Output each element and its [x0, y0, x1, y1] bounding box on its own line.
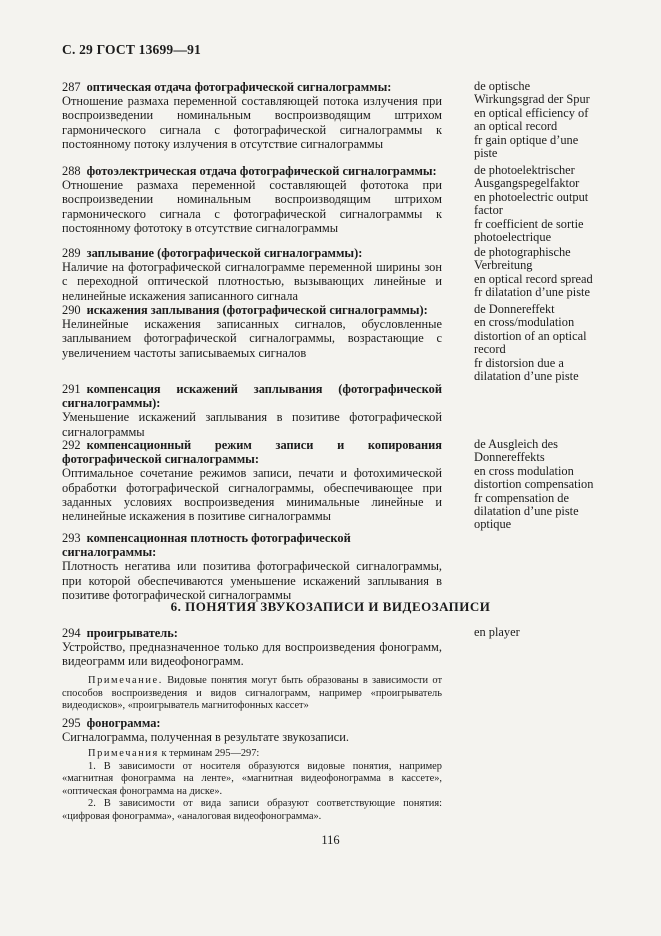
term-entry-287 [62, 80, 442, 151]
equivalent-line: de Ausgleich des [474, 437, 558, 451]
equivalent-line: de photoelektrischer [474, 163, 575, 177]
term-definition: Сигналограмма, полученная в результате звукозаписи. [62, 730, 350, 745]
term-number: 292 [62, 438, 81, 452]
notes-heading [62, 748, 442, 761]
term-number: 293 [62, 531, 81, 545]
section-title: 6. ПОНЯТИЯ ЗВУКОЗАПИСИ И ВИДЕОЗАПИСИ [170, 599, 491, 614]
equivalent-line: optique [474, 517, 512, 532]
term-definition: Оптимальное сочетание режимов записи, печати и фотохимической обработки фотографической сигналограммы, обеспечивающее при заданных условиях воспроизведения минимальные линейные и нелинейные искажения в позитиве сигналограммы [62, 466, 442, 524]
note-item-1: 1. В зависимости от носителя образуются видовые понятия, например «магнитная фонограмма на ленте», «магнитная видеофонограмма в кассете», «оптическая фонограмма на диске». [62, 760, 442, 797]
foreign-equivalents-287 [474, 80, 604, 160]
term-entry-294 [62, 626, 442, 669]
term-heading [62, 164, 442, 178]
equivalent-line: de optische [474, 79, 531, 93]
equivalent-line: fr dilatation d’une piste [474, 285, 590, 300]
term-heading [62, 531, 442, 559]
term-heading [62, 80, 442, 94]
equivalent-line: fr distorsion due a [474, 355, 564, 370]
equivalent-line: de photographische [474, 245, 571, 259]
equivalent-line: record [474, 342, 506, 357]
term-heading [62, 716, 442, 730]
foreign-equivalents-289 [474, 246, 604, 300]
term-title: оптическая отдача фотографической сигналограммы: [86, 80, 392, 94]
term-number: 287 [62, 80, 81, 94]
equivalent-line: Verbreitung [474, 258, 533, 273]
equivalent-line: Ausgangspegelfaktor [474, 176, 580, 191]
equivalent-line: distortion of an optical [474, 328, 587, 343]
notes-295-297 [62, 748, 442, 824]
term-definition: Плотность негатива или позитива фотографической сигналограммы, при которой обеспечиваются уменьшение искажений заплывания в позитиве фотографической сигналограммы [62, 559, 442, 602]
term-heading [62, 626, 442, 640]
term-entry-290 [62, 303, 442, 360]
term-title: заплывание (фотографической сигналограммы): [86, 246, 363, 260]
term-number: 294 [62, 626, 81, 640]
term-title: проигрыватель: [86, 626, 178, 640]
equivalent-line: en optical efficiency of [474, 105, 589, 120]
equivalent-line: en player [474, 625, 520, 639]
term-heading [62, 382, 442, 410]
term-definition: Отношение размаха переменной составляющей фототока при воспроизведении номинальным воспроизводящим штрихом гармонического сигнала с фотографической сигналограммы к постоянному фототоку в отсутствие сигналограммы [62, 178, 442, 235]
equivalent-line: en photoelectric output [474, 189, 589, 204]
term-title: фонограмма: [86, 716, 161, 730]
term-heading [62, 246, 442, 260]
equivalent-line: distortion compensation [474, 477, 594, 492]
term-title: искажения заплывания (фотографической сигналограммы): [86, 303, 428, 317]
term-definition: Нелинейные искажения записанных сигналов, обусловленные заплыванием фотографической сигналограммы, возрастающие с увеличением частоты записываемых сигналов [62, 317, 442, 360]
term-number: 288 [62, 164, 81, 178]
equivalent-line: dilatation d’une piste [474, 504, 579, 519]
term-entry-289 [62, 246, 442, 303]
equivalent-line: Donnereffekts [474, 450, 545, 465]
note-text: Видовые понятия могут быть образованы в зависимости от способов воспроизведения и видов сигналограмм, например «проигрыватель видеодисков», «проигрыватель магнитофонных кассет» [62, 675, 442, 712]
term-title: фотоэлектрическая отдача фотографической сигналограммы: [86, 164, 437, 178]
term-definition: Отношение размаха переменной составляющей потока излучения при воспроизведении номинальным воспроизводящим штрихом гармонического сигнала с фотографической сигналограммы к постоянному потоку излучения в отсутствие сигналограммы [62, 94, 442, 151]
note-label-suffix: к терминам 295—297: [158, 748, 260, 759]
term-title: компенсационный режим записи и копирования фотографической сигналограммы: [62, 438, 442, 467]
equivalent-line: factor [474, 203, 503, 218]
note-294 [62, 675, 442, 713]
equivalent-line: fr coefficient de sortie [474, 216, 584, 231]
term-number: 290 [62, 303, 81, 317]
equivalent-line: fr gain optique d’une [474, 132, 579, 147]
term-heading [62, 438, 442, 466]
page-header: С. 29 ГОСТ 13699—91 [62, 42, 201, 57]
foreign-equivalents-292 [474, 438, 604, 532]
equivalent-line: fr compensation de [474, 490, 569, 505]
equivalent-line: piste [474, 146, 498, 161]
equivalent-line: dilatation d’une piste [474, 369, 579, 384]
note-item-2: 2. В зависимости от вида записи образуют соответствующие понятия: «цифровая фонограмма», «аналоговая видеофонограмма». [62, 798, 442, 822]
page-number: 116 [321, 833, 340, 847]
foreign-equivalents-294 [474, 626, 604, 639]
equivalent-line: en cross modulation [474, 463, 574, 478]
term-entry-295 [62, 716, 442, 744]
term-number: 291 [62, 382, 81, 396]
term-heading [62, 303, 442, 317]
equivalent-line: Wirkungsgrad der Spur [474, 92, 590, 107]
term-entry-291 [62, 382, 442, 439]
equivalent-line: an optical record [474, 119, 558, 134]
term-definition: Устройство, предназначенное только для воспроизведения фонограмм, видеограмм или видеофонограмм. [62, 640, 442, 669]
term-entry-292 [62, 438, 442, 523]
foreign-equivalents-290 [474, 303, 604, 383]
term-definition: Наличие на фотографической сигналограмме переменной ширины зон с переходной оптической плотностью, вызывающих линейные и нелинейные искажения записанного сигнала [62, 260, 442, 303]
equivalent-line: en optical record spread [474, 271, 593, 286]
equivalent-line: photoelectrique [474, 230, 552, 245]
term-number: 295 [62, 716, 81, 730]
note-label: Примечание. [88, 675, 163, 686]
equivalent-line: de Donnereffekt [474, 302, 555, 316]
foreign-equivalents-288 [474, 164, 604, 244]
term-entry-288 [62, 164, 442, 235]
term-number: 289 [62, 246, 81, 260]
note-label: Примечания [88, 748, 159, 759]
term-title: компенсационная плотность фотографической сигналограммы: [62, 531, 351, 560]
term-title: компенсация искажений заплывания (фотографической сигналограммы): [62, 382, 442, 411]
term-entry-293 [62, 531, 442, 602]
term-definition: Уменьшение искажений заплывания в позитиве фотографической сигналограммы [62, 410, 442, 439]
equivalent-line: en cross/modulation [474, 315, 575, 330]
